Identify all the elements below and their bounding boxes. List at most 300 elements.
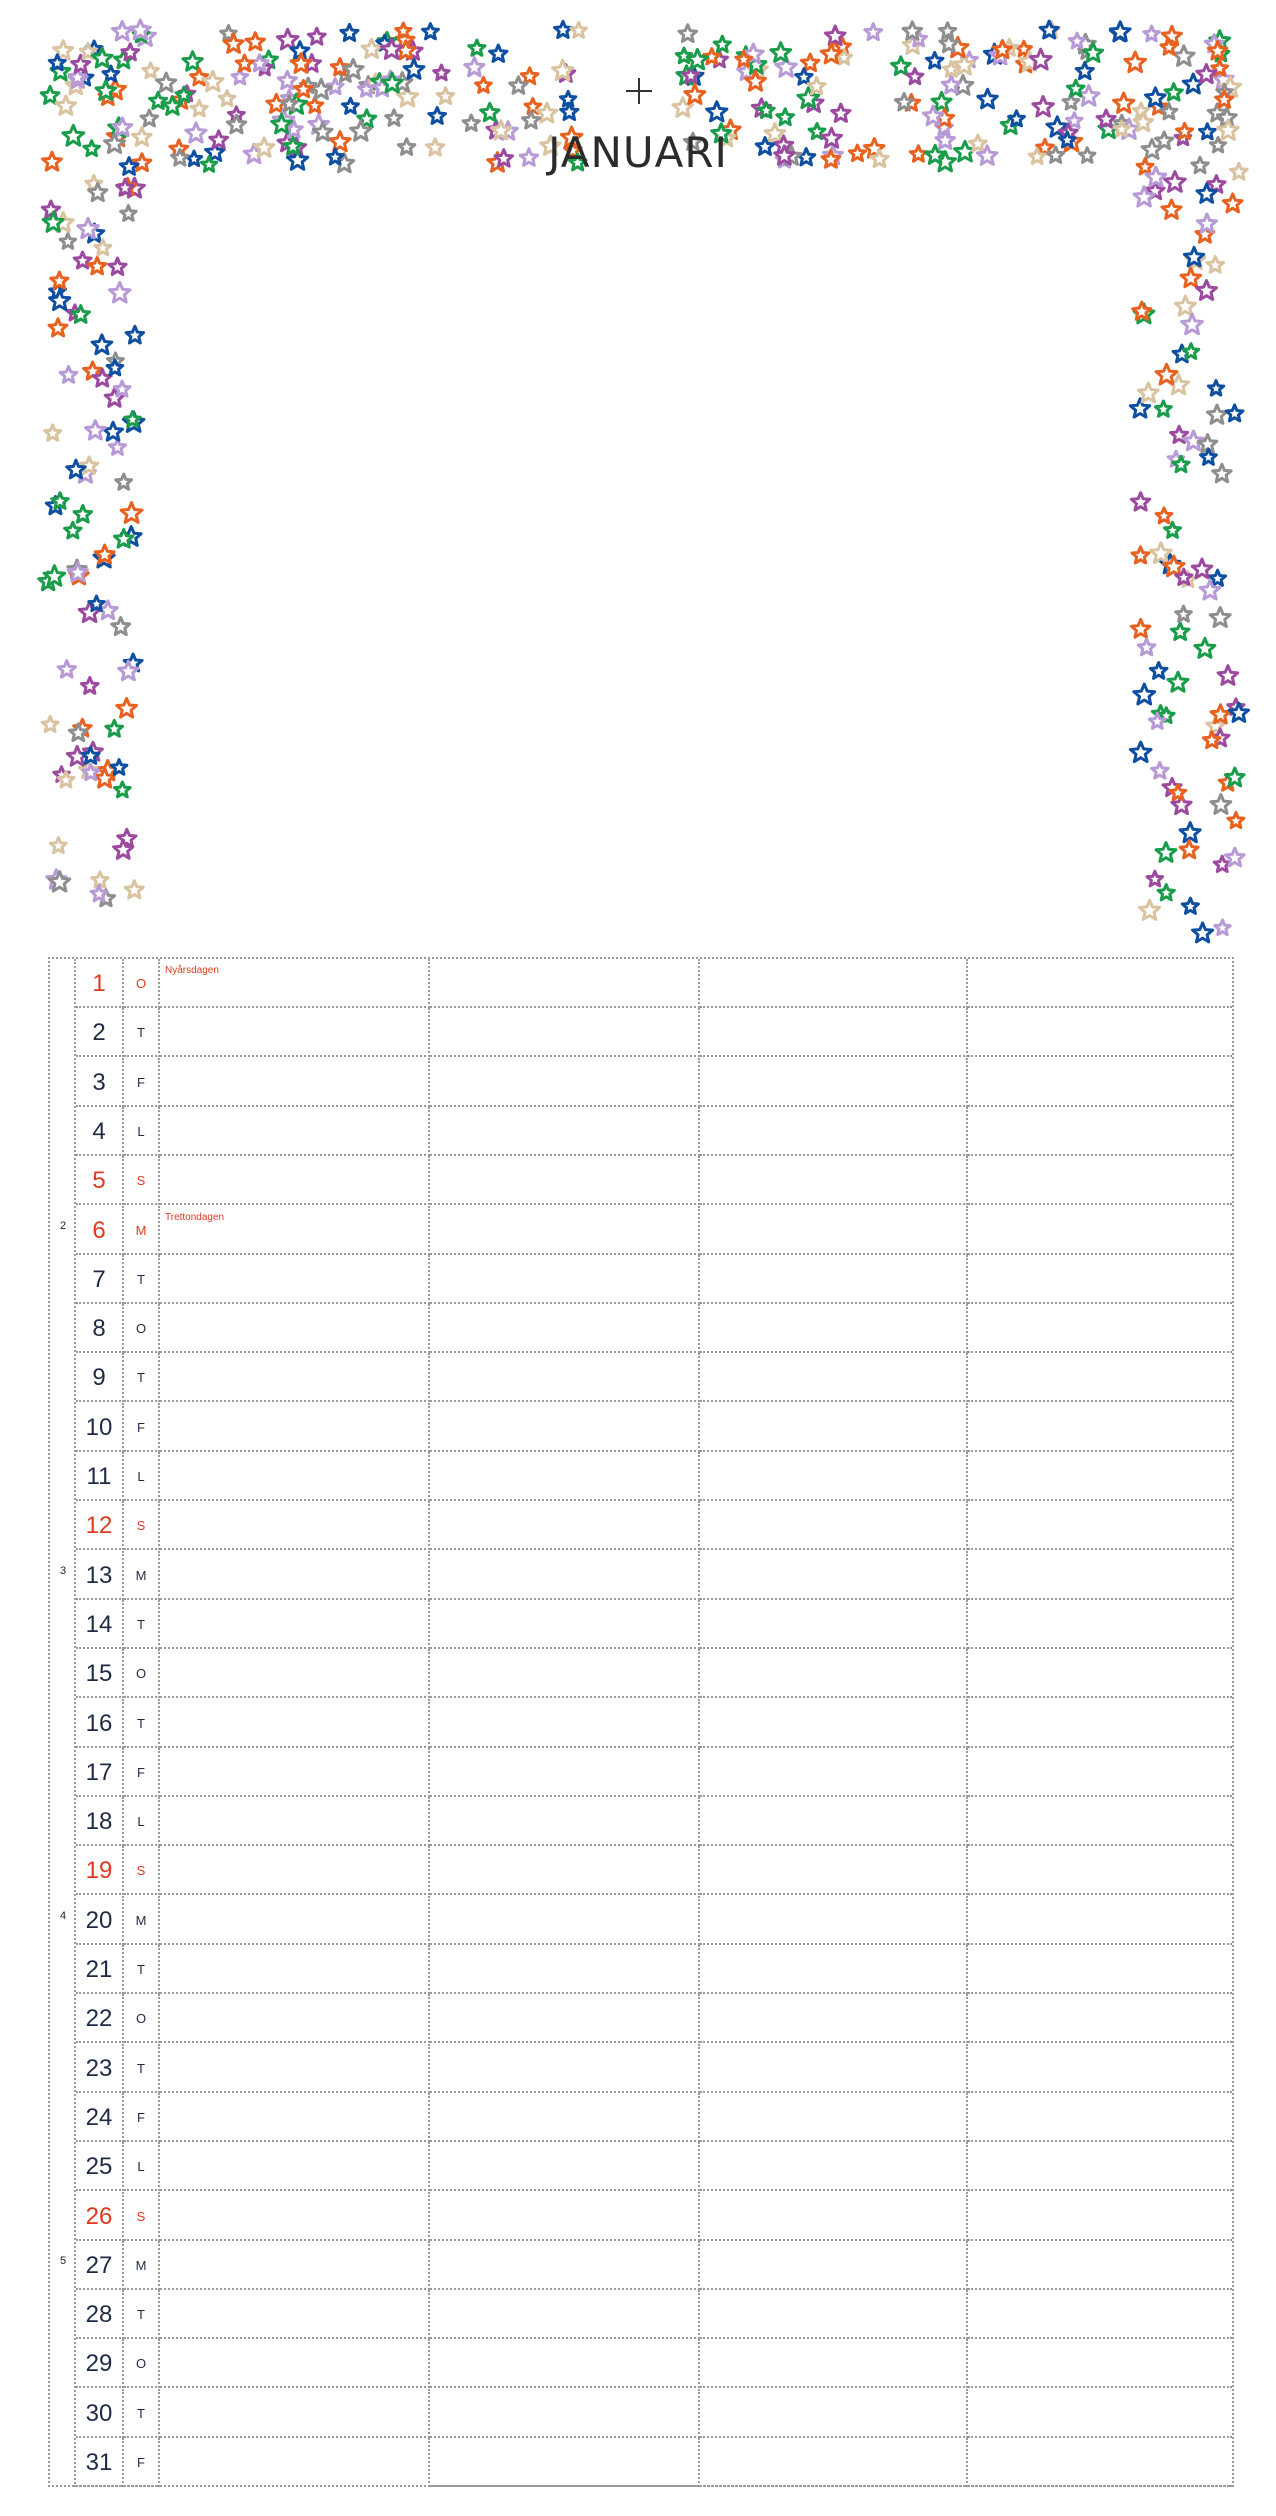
- day-number: 23: [76, 2044, 124, 2093]
- week-cell: [50, 1748, 76, 1797]
- star-icon: [43, 152, 62, 170]
- note-cell[interactable]: [968, 2389, 1232, 2438]
- star-icon: [1192, 559, 1212, 578]
- star-icon: [571, 22, 587, 37]
- day-number: 31: [76, 2438, 124, 2487]
- note-cell[interactable]: [430, 1206, 700, 1255]
- star-icon: [798, 149, 815, 165]
- star-icon: [1175, 296, 1195, 315]
- day-number: 28: [76, 2290, 124, 2339]
- star-icon: [1146, 88, 1166, 107]
- calendar-row: [50, 1107, 1232, 1156]
- star-icon: [186, 151, 201, 166]
- day-number: 22: [76, 1994, 124, 2043]
- note-cell[interactable]: [160, 1896, 430, 1945]
- calendar-row: [50, 2192, 1232, 2241]
- week-cell: [50, 1403, 76, 1452]
- star-icon: [1134, 684, 1155, 704]
- note-cell[interactable]: [700, 1353, 968, 1402]
- star-icon: [186, 123, 206, 142]
- star-icon: [825, 26, 845, 45]
- calendar-row: [50, 1008, 1232, 1057]
- note-cell[interactable]: [430, 2044, 700, 2093]
- weekday-letter: M: [124, 1206, 160, 1255]
- note-cell[interactable]: [430, 2339, 700, 2388]
- star-icon: [255, 138, 274, 156]
- note-cell[interactable]: [160, 1994, 430, 2043]
- star-icon: [398, 139, 415, 155]
- note-cell[interactable]: [968, 1058, 1232, 1107]
- weekday-letter: F: [124, 1058, 160, 1107]
- weekday-letter: L: [124, 1107, 160, 1156]
- star-icon: [89, 596, 104, 611]
- star-icon: [796, 69, 812, 85]
- note-cell[interactable]: [700, 1304, 968, 1353]
- note-cell[interactable]: [700, 1649, 968, 1698]
- star-icon: [1147, 871, 1163, 886]
- star-icon: [1131, 493, 1149, 510]
- note-cell[interactable]: [160, 1797, 430, 1846]
- star-icon: [1165, 84, 1182, 100]
- weekday-letter: T: [124, 1699, 160, 1748]
- star-icon: [1226, 848, 1245, 866]
- calendar-row: [50, 1452, 1232, 1501]
- note-cell[interactable]: [968, 1600, 1232, 1649]
- note-cell[interactable]: [160, 2142, 430, 2191]
- weekday-letter: O: [124, 2339, 160, 2388]
- star-icon: [113, 22, 133, 41]
- weekday-letter: F: [124, 1403, 160, 1452]
- star-icon: [236, 55, 253, 71]
- calendar-row: [50, 1353, 1232, 1402]
- note-cell[interactable]: [700, 1797, 968, 1846]
- day-number: 15: [76, 1649, 124, 1698]
- note-cell[interactable]: [160, 1304, 430, 1353]
- star-icon: [112, 618, 130, 635]
- star-icon: [104, 422, 123, 440]
- note-cell[interactable]: [160, 1945, 430, 1994]
- note-cell[interactable]: [700, 2142, 968, 2191]
- star-icon: [114, 381, 130, 396]
- note-cell[interactable]: [160, 1649, 430, 1698]
- note-cell[interactable]: [160, 1600, 430, 1649]
- star-icon: [52, 493, 68, 509]
- note-cell[interactable]: [700, 959, 968, 1008]
- note-cell[interactable]: [968, 959, 1232, 1008]
- star-icon: [1033, 97, 1054, 117]
- note-cell[interactable]: [700, 1748, 968, 1797]
- star-icon: [1174, 46, 1195, 66]
- note-cell[interactable]: [430, 1501, 700, 1550]
- note-cell[interactable]: [968, 2192, 1232, 2241]
- note-cell[interactable]: [160, 1452, 430, 1501]
- note-cell[interactable]: [160, 2339, 430, 2388]
- note-cell[interactable]: [430, 1846, 700, 1895]
- star-icon: [1009, 111, 1025, 126]
- week-cell: [50, 1896, 76, 1945]
- star-icon: [58, 661, 75, 678]
- note-cell[interactable]: [968, 1896, 1232, 1945]
- star-icon: [777, 109, 794, 125]
- note-cell[interactable]: [968, 2142, 1232, 2191]
- day-number: 29: [76, 2339, 124, 2388]
- note-cell[interactable]: [968, 1994, 1232, 2043]
- week-cell: [50, 1353, 76, 1402]
- weekday-letter: L: [124, 1452, 160, 1501]
- star-icon: [125, 412, 140, 427]
- star-icon: [1207, 405, 1226, 423]
- note-cell[interactable]: [430, 1107, 700, 1156]
- note-cell[interactable]: [968, 1206, 1232, 1255]
- note-cell[interactable]: [700, 2389, 968, 2438]
- note-cell[interactable]: [700, 2093, 968, 2142]
- note-cell[interactable]: [160, 2241, 430, 2290]
- star-icon: [892, 57, 911, 75]
- note-cell[interactable]: [968, 2241, 1232, 2290]
- star-icon: [463, 115, 479, 131]
- star-icon: [1210, 608, 1230, 627]
- weekday-letter: T: [124, 1008, 160, 1057]
- week-cell: [50, 959, 76, 1008]
- star-icon: [49, 319, 67, 336]
- note-cell[interactable]: [430, 1255, 700, 1304]
- note-cell[interactable]: [160, 2290, 430, 2339]
- star-icon: [404, 60, 424, 79]
- note-cell[interactable]: [430, 1600, 700, 1649]
- note-cell[interactable]: [968, 1255, 1232, 1304]
- star-icon: [125, 881, 143, 898]
- note-cell[interactable]: [968, 1304, 1232, 1353]
- star-icon: [865, 24, 882, 40]
- star-icon: [41, 86, 59, 103]
- weekday-letter: T: [124, 1600, 160, 1649]
- day-number: 16: [76, 1699, 124, 1748]
- star-icon: [1151, 543, 1172, 563]
- note-cell[interactable]: [430, 959, 700, 1008]
- calendar-row: [50, 959, 1232, 1008]
- note-cell[interactable]: [700, 2192, 968, 2241]
- note-cell[interactable]: [700, 1896, 968, 1945]
- star-icon: [1130, 742, 1151, 762]
- star-icon: [343, 98, 359, 113]
- week-cell: [50, 1551, 76, 1600]
- star-icon: [51, 272, 68, 288]
- note-cell[interactable]: [430, 1994, 700, 2043]
- day-number: 27: [76, 2241, 124, 2290]
- calendar-row: [50, 1896, 1232, 1945]
- note-cell[interactable]: [430, 1403, 700, 1452]
- day-number: 20: [76, 1896, 124, 1945]
- star-icon: [60, 234, 76, 249]
- calendar-row: [50, 1699, 1232, 1748]
- note-cell[interactable]: [700, 1156, 968, 1205]
- week-cell: [50, 1206, 76, 1255]
- star-icon: [437, 88, 454, 104]
- note-cell[interactable]: [968, 2438, 1232, 2487]
- calendar-row: [50, 1403, 1232, 1452]
- day-number: 26: [76, 2192, 124, 2241]
- star-icon: [1207, 257, 1224, 273]
- calendar-row: [50, 1551, 1232, 1600]
- day-number: 4: [76, 1107, 124, 1156]
- star-icon: [1208, 381, 1223, 396]
- star-icon: [1218, 666, 1238, 685]
- weekday-letter: T: [124, 2290, 160, 2339]
- star-icon: [1213, 464, 1231, 482]
- star-icon: [210, 131, 228, 148]
- star-icon: [970, 135, 987, 151]
- star-icon: [84, 141, 100, 156]
- day-number: 8: [76, 1304, 124, 1353]
- note-cell[interactable]: [430, 1748, 700, 1797]
- note-cell[interactable]: [700, 2044, 968, 2093]
- week-cell: [50, 1452, 76, 1501]
- week-cell: [50, 1994, 76, 2043]
- note-cell[interactable]: [968, 2339, 1232, 2388]
- star-icon: [60, 367, 77, 383]
- note-cell[interactable]: [700, 1699, 968, 1748]
- note-cell[interactable]: [968, 1846, 1232, 1895]
- star-icon: [1132, 547, 1149, 563]
- star-icon: [308, 28, 325, 44]
- star-icon: [1200, 124, 1216, 139]
- star-icon: [122, 44, 139, 60]
- note-cell[interactable]: [430, 1008, 700, 1057]
- note-cell[interactable]: [700, 1994, 968, 2043]
- note-cell[interactable]: [430, 2389, 700, 2438]
- note-cell[interactable]: [968, 1649, 1232, 1698]
- note-cell[interactable]: [968, 1699, 1232, 1748]
- note-cell[interactable]: [968, 2290, 1232, 2339]
- note-cell[interactable]: [160, 1008, 430, 1057]
- week-number: 3: [60, 1564, 67, 1577]
- calendar-row: [50, 2093, 1232, 2142]
- note-cell[interactable]: [700, 1107, 968, 1156]
- note-cell[interactable]: [430, 1304, 700, 1353]
- calendar-row: [50, 1748, 1232, 1797]
- note-cell[interactable]: [700, 2438, 968, 2487]
- note-cell[interactable]: [430, 1945, 700, 1994]
- note-cell[interactable]: [968, 1452, 1232, 1501]
- star-icon: [910, 146, 926, 161]
- weekday-letter: L: [124, 2142, 160, 2191]
- note-cell[interactable]: [968, 1797, 1232, 1846]
- note-cell[interactable]: [160, 1255, 430, 1304]
- note-cell[interactable]: [430, 2290, 700, 2339]
- day-number: 21: [76, 1945, 124, 1994]
- star-icon: [1182, 314, 1203, 334]
- note-cell[interactable]: [968, 1156, 1232, 1205]
- note-cell[interactable]: [968, 1945, 1232, 1994]
- star-icon: [490, 45, 507, 61]
- star-icon: [219, 91, 235, 106]
- note-cell[interactable]: [700, 1551, 968, 1600]
- day-number: 3: [76, 1058, 124, 1107]
- day-number: 17: [76, 1748, 124, 1797]
- star-icon: [95, 545, 114, 563]
- note-cell[interactable]: [160, 1353, 430, 1402]
- day-number: 12: [76, 1501, 124, 1550]
- weekday-letter: S: [124, 2192, 160, 2241]
- week-number: 2: [60, 1219, 67, 1232]
- note-cell[interactable]: [430, 2093, 700, 2142]
- note-cell[interactable]: [430, 1353, 700, 1402]
- star-icon: [1180, 841, 1198, 858]
- star-icon: [95, 240, 111, 255]
- star-icon: [423, 24, 439, 39]
- note-cell[interactable]: [160, 1748, 430, 1797]
- note-cell[interactable]: [430, 1452, 700, 1501]
- note-cell[interactable]: [430, 1649, 700, 1698]
- note-cell[interactable]: [430, 2192, 700, 2241]
- calendar-row: [50, 2044, 1232, 2093]
- star-icon: [469, 40, 485, 55]
- note-cell[interactable]: [700, 2241, 968, 2290]
- note-cell[interactable]: [700, 1206, 968, 1255]
- note-cell[interactable]: [430, 1699, 700, 1748]
- note-cell[interactable]: [160, 1107, 430, 1156]
- note-cell[interactable]: [700, 1403, 968, 1452]
- week-cell: [50, 2142, 76, 2191]
- star-icon: [110, 282, 131, 302]
- note-cell[interactable]: [968, 1008, 1232, 1057]
- note-cell[interactable]: [700, 1058, 968, 1107]
- note-cell[interactable]: [160, 1551, 430, 1600]
- note-cell[interactable]: [700, 1600, 968, 1649]
- star-icon: [1067, 80, 1084, 96]
- note-cell[interactable]: [968, 1748, 1232, 1797]
- note-cell[interactable]: [160, 1156, 430, 1205]
- weekday-letter: O: [124, 959, 160, 1008]
- star-icon: [1195, 638, 1215, 657]
- note-cell[interactable]: [160, 959, 430, 1008]
- note-cell[interactable]: [700, 2290, 968, 2339]
- note-cell[interactable]: [160, 2192, 430, 2241]
- star-icon: [1225, 768, 1244, 786]
- calendar-row: [50, 2389, 1232, 2438]
- note-cell[interactable]: [160, 2389, 430, 2438]
- week-cell: [50, 2339, 76, 2388]
- day-number: 1: [76, 959, 124, 1008]
- star-icon: [50, 838, 66, 853]
- note-cell[interactable]: [700, 1945, 968, 1994]
- note-cell[interactable]: [968, 1107, 1232, 1156]
- star-icon: [1076, 62, 1093, 78]
- star-icon: [1133, 302, 1151, 319]
- day-number: 9: [76, 1353, 124, 1402]
- calendar-row: [50, 1846, 1232, 1895]
- star-icon: [1223, 194, 1242, 212]
- day-number: 30: [76, 2389, 124, 2438]
- star-icon: [103, 66, 119, 81]
- day-number: 7: [76, 1255, 124, 1304]
- star-icon: [714, 36, 730, 52]
- day-number: 14: [76, 1600, 124, 1649]
- note-cell[interactable]: [968, 1403, 1232, 1452]
- note-cell[interactable]: [968, 1501, 1232, 1550]
- note-cell[interactable]: [430, 2142, 700, 2191]
- star-icon: [1131, 619, 1150, 637]
- day-number: 24: [76, 2093, 124, 2142]
- plus-icon: [626, 78, 652, 104]
- note-cell[interactable]: [160, 1403, 430, 1452]
- note-cell[interactable]: [430, 1058, 700, 1107]
- star-icon: [1181, 268, 1201, 287]
- note-cell[interactable]: [160, 1699, 430, 1748]
- note-cell[interactable]: [430, 1896, 700, 1945]
- note-cell[interactable]: [430, 1156, 700, 1205]
- star-icon: [978, 89, 998, 108]
- note-cell[interactable]: [968, 1551, 1232, 1600]
- star-icon: [1139, 383, 1159, 402]
- calendar-row: [50, 2241, 1232, 2290]
- week-cell: [50, 1304, 76, 1353]
- note-cell[interactable]: [160, 2044, 430, 2093]
- note-cell[interactable]: [430, 2241, 700, 2290]
- weekday-letter: T: [124, 1255, 160, 1304]
- star-icon: [277, 29, 298, 49]
- note-cell[interactable]: [160, 2093, 430, 2142]
- star-icon: [1125, 52, 1146, 72]
- day-number: 11: [76, 1452, 124, 1501]
- weekday-letter: O: [124, 1649, 160, 1698]
- note-cell[interactable]: [968, 2093, 1232, 2142]
- note-cell[interactable]: [430, 2438, 700, 2487]
- note-cell[interactable]: [968, 1353, 1232, 1402]
- star-icon: [555, 21, 572, 37]
- week-cell: [50, 2389, 76, 2438]
- note-cell[interactable]: [160, 1846, 430, 1895]
- day-number: 10: [76, 1403, 124, 1452]
- star-icon: [808, 78, 825, 94]
- star-icon: [133, 154, 151, 171]
- week-cell: [50, 2093, 76, 2142]
- note-cell[interactable]: [700, 1846, 968, 1895]
- weekday-letter: T: [124, 2389, 160, 2438]
- star-icon: [771, 43, 791, 62]
- star-icon: [1193, 923, 1213, 942]
- note-cell[interactable]: [700, 1008, 968, 1057]
- star-icon: [1155, 401, 1171, 416]
- note-cell[interactable]: [968, 2044, 1232, 2093]
- note-cell[interactable]: [700, 1255, 968, 1304]
- note-cell[interactable]: [160, 1058, 430, 1107]
- note-cell[interactable]: [700, 1501, 968, 1550]
- note-cell[interactable]: [430, 1797, 700, 1846]
- day-number: 13: [76, 1551, 124, 1600]
- note-cell[interactable]: [160, 1501, 430, 1550]
- note-cell[interactable]: [700, 2339, 968, 2388]
- note-cell[interactable]: [160, 1206, 430, 1255]
- star-icon: [157, 73, 176, 91]
- weekday-letter: T: [124, 1945, 160, 1994]
- note-cell[interactable]: [160, 2438, 430, 2487]
- star-icon: [1150, 663, 1167, 679]
- star-icon: [1231, 163, 1248, 179]
- star-icon: [1182, 898, 1198, 913]
- holiday-label: Nyårsdagen: [165, 965, 219, 976]
- star-icon: [109, 439, 125, 454]
- day-number: 19: [76, 1846, 124, 1895]
- star-icon: [45, 425, 61, 440]
- star-icon: [1140, 900, 1160, 919]
- note-cell[interactable]: [430, 1551, 700, 1600]
- star-icon: [126, 326, 144, 343]
- star-icon: [1228, 813, 1244, 828]
- star-icon: [74, 506, 91, 523]
- star-icon: [117, 698, 137, 717]
- note-cell[interactable]: [700, 1452, 968, 1501]
